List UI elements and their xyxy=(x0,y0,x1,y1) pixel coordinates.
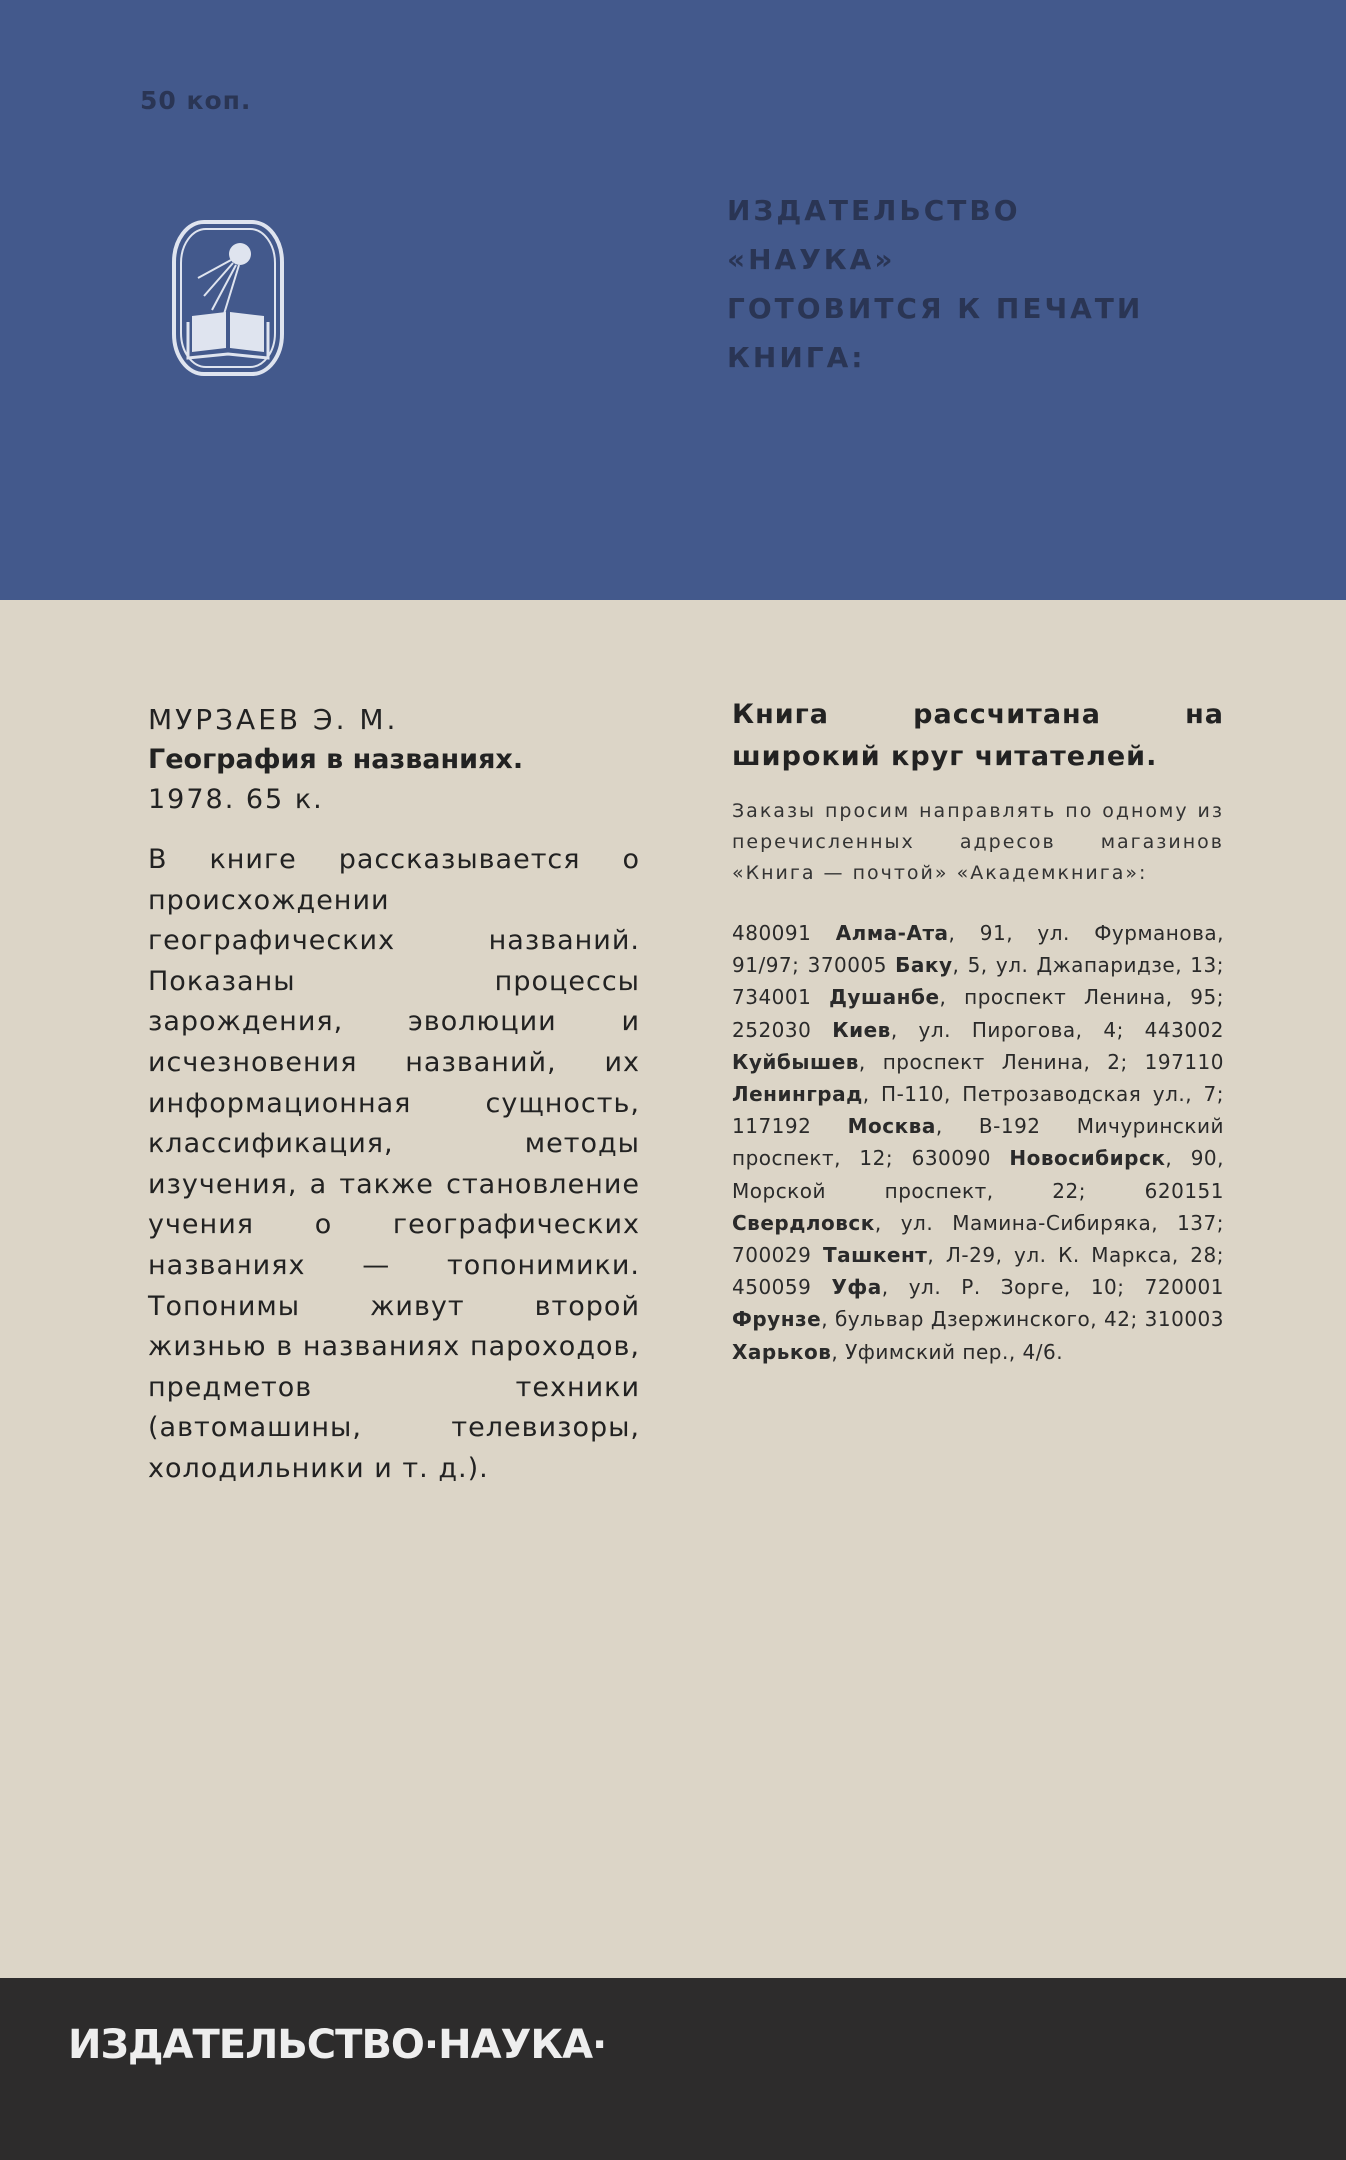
address-street: Уфимский пер., 4/6. xyxy=(845,1339,1064,1364)
address-street: В-192 Мичуринский проспект, 12 xyxy=(732,1114,1225,1171)
address-entry: 197110 Ленинград, П-110, Петрозаводская ул., 7 xyxy=(732,1049,1224,1107)
address-street: ул. Пирогова, 4 xyxy=(918,1017,1117,1042)
address-postcode: 734001 xyxy=(732,985,812,1010)
address-list: 480091 Алма-Ата, 91, ул. Фурманова, 91/97; 370005 Баку, 5, ул. Джапаридзе, 13; 734001 Душанбе, проспект Ленина, 95; 252030 Киев, ул. Пирогова, 4; 443002 Куйбышев, проспект Ленина, 2; 197110 Ленинград, П-110, Петрозаводская ул., 7; 117192 Москва, В-192 Мичуринский проспект, 12; 630090 Новосибирск, 90, Морской проспект, 22; 620151 Свердловск, ул. Мамина-Сибиряка, 137; 700029 Ташкент, Л-29, ул. К. Маркса, 28; 450059 Уфа, ул. Р. Зорге, 10; 720001 Фрунзе, бульвар Дзержинского, 42; 310003 Харьков, Уфимский пер., 4/6. xyxy=(732,921,1225,1364)
publisher-name: ИЗДАТЕЛЬСТВО·НАУКА· xyxy=(68,2022,607,2068)
address-street: ул. Мамина-Сибиряка, 137 xyxy=(900,1210,1217,1235)
address-street: бульвар Дзержинского, 42 xyxy=(834,1307,1131,1332)
address-postcode: 117192 xyxy=(732,1114,812,1139)
announcement-line: «НАУКА» xyxy=(727,243,896,276)
address-street: П-110, Петрозаводская ул., 7 xyxy=(881,1082,1217,1107)
address-postcode: 480091 xyxy=(732,921,812,945)
address-postcode: 252030 xyxy=(732,1017,812,1042)
book-column xyxy=(148,700,640,1490)
address-entry: 720001 Фрунзе, бульвар Дзержинского, 42 xyxy=(732,1275,1224,1332)
address-entry: 700029 Ташкент, Л-29, ул. К. Маркса, 28 xyxy=(732,1243,1217,1268)
address-postcode: 370005 xyxy=(807,953,887,978)
address-street: 90, Морской проспект, 22 xyxy=(732,1146,1225,1203)
address-entry: 630090 Новосибирск, 90, Морской проспект, 22 xyxy=(732,1146,1225,1203)
address-postcode: 630090 xyxy=(911,1146,991,1171)
address-city: Харьков xyxy=(732,1339,832,1364)
address-entry: 450059 Уфа, ул. Р. Зорге, 10 xyxy=(732,1275,1118,1300)
address-entry: 252030 Киев, ул. Пирогова, 4 xyxy=(732,1017,1117,1042)
address-postcode: 443002 xyxy=(1144,1017,1225,1042)
order-column xyxy=(732,694,1224,1368)
announcement xyxy=(727,186,1143,382)
address-entry: 117192 Москва, В-192 Мичуринский проспект, 12 xyxy=(732,1114,1225,1171)
address-city: Москва xyxy=(847,1114,936,1139)
address-postcode: 720001 xyxy=(1144,1275,1224,1300)
address-postcode: 620151 xyxy=(1144,1178,1224,1203)
address-postcode: 450059 xyxy=(732,1275,812,1300)
address-city: Баку xyxy=(895,953,953,978)
announcement-line: КНИГА: xyxy=(727,341,866,374)
address-entry: 480091 Алма-Ата, 91, ул. Фурманова, 91/97 xyxy=(732,921,1225,978)
price-label: 50 коп. xyxy=(140,86,252,115)
address-street: проспект Ленина, 2 xyxy=(882,1049,1121,1074)
address-entry: 734001 Душанбе, проспект Ленина, 95 xyxy=(732,985,1217,1010)
address-postcode: 310003 xyxy=(1144,1307,1224,1332)
book-title: География в названиях. xyxy=(148,744,524,775)
address-city: Уфа xyxy=(831,1275,882,1300)
address-city: Душанбе xyxy=(829,985,940,1010)
address-city: Ленинград xyxy=(732,1082,863,1107)
book-description: В книге рассказывается о происхождении географических названий. Показаны процессы зарождения, эволюции и исчезновения названий, их информационная сущность, классификация, методы изучения, а также становление учения о географических названиях — топонимики. Топонимы живут второй жизнью в названиях пароходов, предметов техники (автомашины, телевизоры, холодильники и т. д.). xyxy=(148,844,640,1484)
address-street: Л-29, ул. К. Маркса, 28 xyxy=(945,1243,1217,1268)
address-street: 5, ул. Джапаридзе, 13 xyxy=(967,953,1217,978)
bottom-band xyxy=(0,1978,1346,2160)
readership-note: Книга рассчитана на широкий круг читателей. xyxy=(732,699,1224,772)
address-city: Алма-Ата xyxy=(835,921,949,945)
address-city: Киев xyxy=(832,1017,891,1042)
top-band xyxy=(0,0,1346,600)
book-author: МУРЗАЕВ Э. М. xyxy=(148,703,399,736)
address-street: ул. Р. Зорге, 10 xyxy=(908,1275,1118,1300)
address-postcode: 700029 xyxy=(732,1243,812,1268)
book-year-price: 1978. 65 к. xyxy=(148,784,324,815)
address-entry: 443002 Куйбышев, проспект Ленина, 2 xyxy=(732,1017,1225,1074)
address-city: Фрунзе xyxy=(732,1307,822,1332)
address-city: Свердловск xyxy=(732,1210,875,1235)
address-entry: 620151 Свердловск, ул. Мамина-Сибиряка, 137 xyxy=(732,1178,1224,1235)
publisher-logo-icon xyxy=(168,216,288,380)
order-request: Заказы просим направлять по одному из перечисленных адресов магазинов «Книга — почтой» «Академкнига»: xyxy=(732,800,1224,884)
announcement-line: ГОТОВИТСЯ К ПЕЧАТИ xyxy=(727,292,1144,325)
address-city: Ташкент xyxy=(822,1243,928,1268)
address-street: проспект Ленина, 95 xyxy=(964,985,1217,1010)
announcement-line: ИЗДАТЕЛЬСТВО xyxy=(727,194,1021,227)
address-city: Новосибирск xyxy=(1009,1146,1166,1171)
address-entry: 310003 Харьков, Уфимский пер., 4/6. xyxy=(732,1307,1224,1364)
address-entry: 370005 Баку, 5, ул. Джапаридзе, 13 xyxy=(807,953,1217,978)
address-street: 91, ул. Фурманова, 91/97 xyxy=(732,921,1225,978)
address-city: Куйбышев xyxy=(732,1049,859,1074)
address-postcode: 197110 xyxy=(1144,1049,1224,1074)
